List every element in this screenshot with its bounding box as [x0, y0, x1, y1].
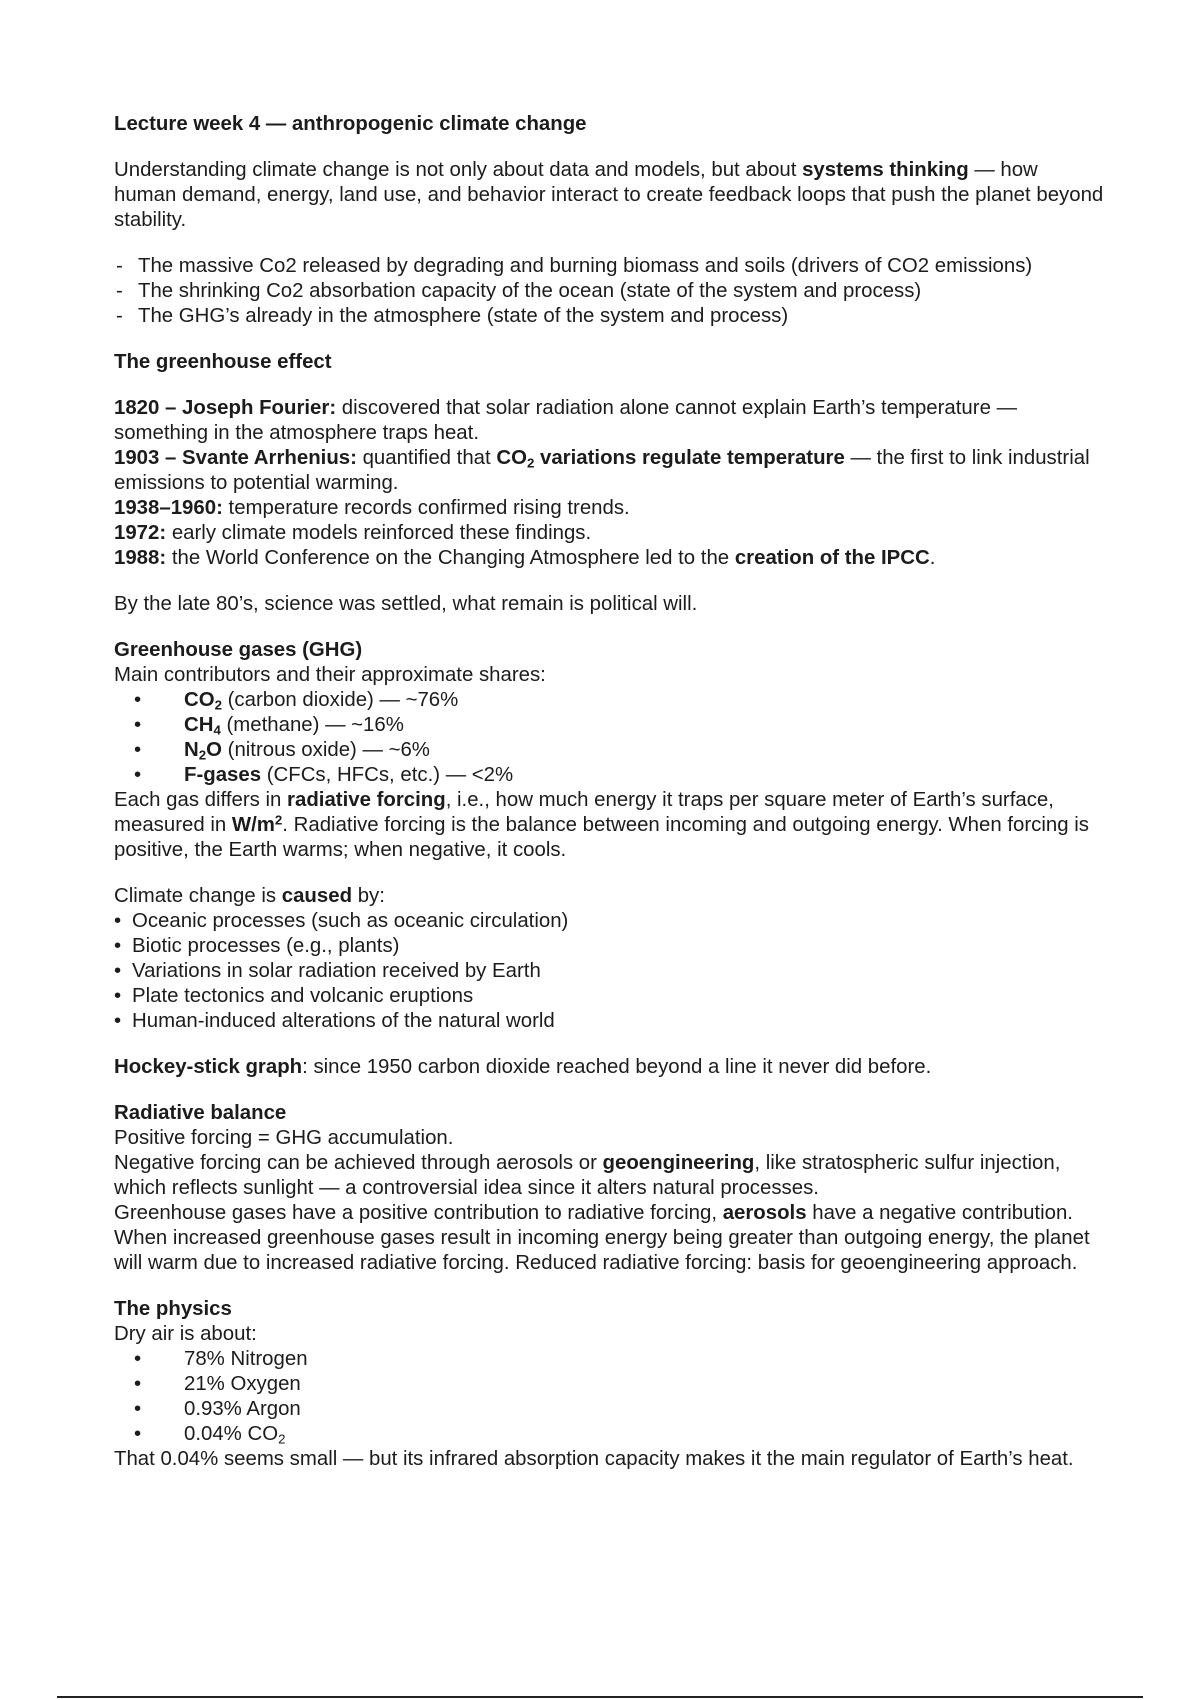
timeline-1938 — [114, 496, 1104, 521]
timeline-text: — the first to link industrial emissions to potential warming. — [114, 447, 1090, 494]
paragraph-text: have a negative contribution. When increased greenhouse gases result in incoming energy being greater than outgoing energy, the planet will warm due to increased radiative forcing. Reduced radiative forcing: basis for geoengineering approach. — [114, 1202, 1090, 1274]
list-item — [114, 763, 1104, 788]
paragraph-emphasis: radiative forcing — [287, 789, 446, 811]
list-item: - The massive Co2 released by degrading and burning biomass and soils (drivers of CO2 emissions) — [114, 254, 1104, 279]
radiative-heading: Radiative balance — [114, 1102, 287, 1124]
list-item: • Biotic processes (e.g., plants) — [114, 934, 1104, 959]
paragraph-emphasis: Hockey-stick graph — [114, 1056, 303, 1078]
timeline-1972 — [114, 521, 1104, 546]
timeline-emphasis: variations regulate temperature — [534, 447, 845, 469]
list-item: • 0.93% Argon — [114, 1397, 1104, 1422]
formula: F-gases — [184, 764, 262, 786]
list-item: • 21% Oxygen — [114, 1372, 1104, 1397]
formula: 0.04% CO — [184, 1423, 279, 1445]
paragraph-text: Greenhouse gases have a positive contribution to radiative forcing, — [114, 1202, 723, 1224]
paragraph-text: by: — [352, 885, 385, 907]
greenhouse-heading: The greenhouse effect — [114, 351, 332, 373]
timeline-label: 1938–1960: — [114, 497, 223, 519]
causes-list — [114, 909, 1104, 1034]
document-page — [114, 112, 1104, 1472]
list-item — [114, 688, 1104, 713]
list-item — [114, 1422, 1104, 1447]
timeline-label: 1988: — [114, 547, 167, 569]
list-item: - The shrinking Co2 absorbation capacity of the ocean (state of the system and process) — [114, 279, 1104, 304]
unit: W/m — [231, 814, 275, 836]
formula-subscript: 2 — [526, 455, 535, 471]
unit-superscript: 2 — [274, 812, 283, 828]
gas-description: (carbon dioxide) — ~76% — [221, 689, 459, 711]
radiative-ghg — [114, 1201, 1104, 1276]
timeline-fourier — [114, 396, 1104, 446]
ghg-list — [114, 688, 1104, 788]
list-item: • Oceanic processes (such as oceanic circulation) — [114, 909, 1104, 934]
radiative-line: Positive forcing = GHG accumulation. — [114, 1127, 454, 1149]
paragraph-emphasis: aerosols — [722, 1202, 807, 1224]
gas-description: (nitrous oxide) — ~6% — [221, 739, 430, 761]
intro-text-end: — how human demand, energy, land use, and behavior interact to create feedback loops that push the planet beyond stability. — [114, 159, 1104, 231]
formula: CH — [184, 714, 214, 736]
physics-intro: Dry air is about: — [114, 1323, 257, 1345]
settled-paragraph: By the late 80’s, science was settled, what remain is political will. — [114, 593, 698, 615]
timeline-text: discovered that solar radiation alone cannot explain Earth’s temperature — something in the atmosphere traps heat. — [114, 397, 1017, 444]
physics-list — [114, 1347, 1104, 1447]
formula-subscript: 4 — [213, 722, 221, 738]
formula: CO — [496, 447, 527, 469]
physics-heading: The physics — [114, 1298, 232, 1320]
paragraph-text: Climate change is — [114, 885, 282, 907]
radiative-negative — [114, 1151, 1104, 1201]
formula: CO — [184, 689, 215, 711]
drivers-list — [114, 254, 1104, 329]
timeline-text: . — [929, 547, 936, 569]
ghg-heading: Greenhouse gases (GHG) — [114, 639, 363, 661]
paragraph-emphasis: geoengineering — [602, 1152, 755, 1174]
list-item: • Variations in solar radiation received by Earth — [114, 959, 1104, 984]
list-item: - The GHG’s already in the atmosphere (state of the system and process) — [114, 304, 1104, 329]
gas-description: (methane) — ~16% — [220, 714, 404, 736]
intro-text: Understanding climate change is not only about data and models, but about — [114, 159, 803, 181]
physics-outro: That 0.04% seems small — but its infrared absorption capacity makes it the main regulator of Earth’s heat. — [114, 1448, 1074, 1470]
page-title: Lecture week 4 — anthropogenic climate change — [114, 113, 587, 135]
timeline-text: temperature records confirmed rising trends. — [222, 497, 630, 519]
timeline-text: quantified that — [356, 447, 497, 469]
timeline-label: 1972: — [114, 522, 167, 544]
paragraph-text: Negative forcing can be achieved through aerosols or — [114, 1152, 603, 1174]
paragraph-text: , i.e., how much energy it traps per square meter of Earth’s surface, measured in — [114, 789, 1054, 836]
paragraph-text: : since 1950 carbon dioxide reached beyond a line it never did before. — [302, 1056, 932, 1078]
paragraph-emphasis: caused — [281, 885, 353, 907]
paragraph-text: , like stratospheric sulfur injection, which reflects sunlight — a controversial idea since it alters natural processes. — [114, 1152, 1061, 1199]
timeline-1988 — [114, 546, 1104, 571]
paragraph-text: Each gas differs in — [114, 789, 288, 811]
timeline-text: early climate models reinforced these findings. — [166, 522, 592, 544]
ghg-intro: Main contributors and their approximate shares: — [114, 664, 546, 686]
paragraph-text: . Radiative forcing is the balance between incoming and outgoing energy. When forcing is positive, the Earth warms; when negative, it cools. — [114, 814, 1089, 861]
list-item: • Plate tectonics and volcanic eruptions — [114, 984, 1104, 1009]
formula: O — [206, 739, 222, 761]
causes-intro — [114, 884, 1104, 909]
timeline-label: 1820 – Joseph Fourier: — [114, 397, 337, 419]
formula-subscript: 2 — [214, 697, 222, 713]
page-bottom-rule — [57, 1696, 1143, 1698]
hockey-stick-paragraph — [114, 1055, 1104, 1080]
list-item — [114, 713, 1104, 738]
list-item — [114, 738, 1104, 763]
gas-description: (CFCs, HFCs, etc.) — <2% — [261, 764, 514, 786]
formula-subscript: 2 — [278, 1431, 286, 1447]
intro-paragraph — [114, 158, 1104, 233]
formula-subscript: 2 — [198, 747, 207, 763]
formula: N — [184, 739, 199, 761]
forcing-paragraph — [114, 788, 1104, 863]
list-item: • 78% Nitrogen — [114, 1347, 1104, 1372]
intro-emphasis: systems thinking — [802, 159, 969, 181]
timeline-emphasis: creation of the IPCC — [734, 547, 930, 569]
timeline-arrhenius — [114, 446, 1104, 496]
timeline-label: 1903 – Svante Arrhenius: — [114, 447, 357, 469]
list-item: • Human-induced alterations of the natural world — [114, 1009, 1104, 1034]
greenhouse-timeline — [114, 396, 1104, 571]
timeline-text: the World Conference on the Changing Atmosphere led to the — [166, 547, 735, 569]
